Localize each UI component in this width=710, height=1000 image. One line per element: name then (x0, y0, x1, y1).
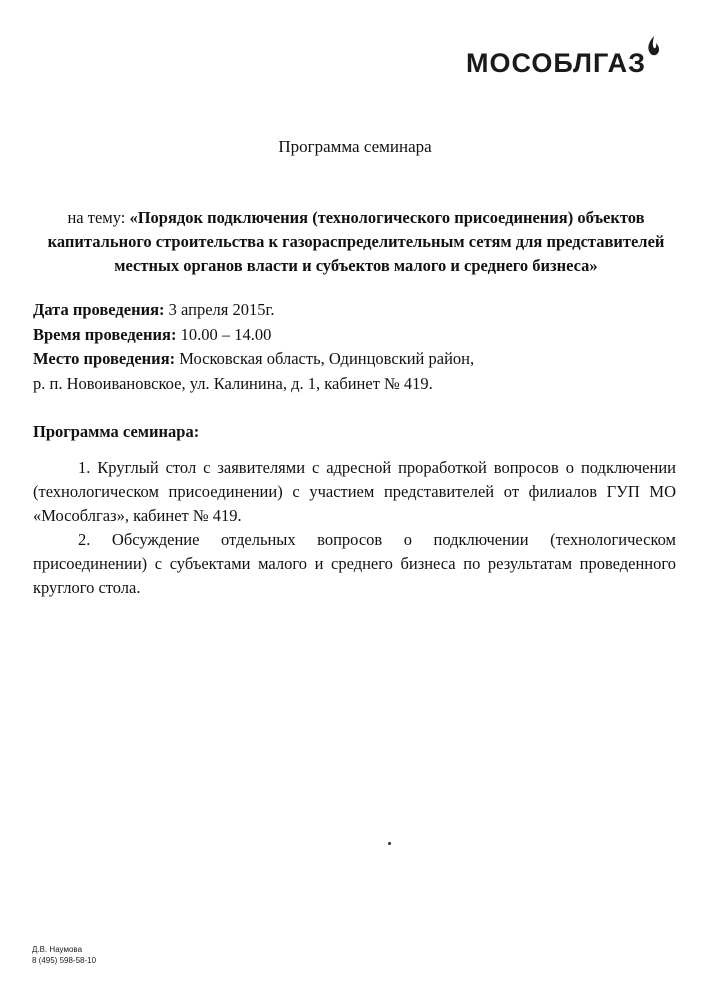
place-value: Московская область, Одинцовский район, (175, 349, 475, 368)
program-item-2: 2. Обсуждение отдельных вопросов о подключении (технологическом присоединении) с субъектами малого и среднего бизнеса по результатам проведенного круглого стола. (33, 530, 676, 597)
scan-speck (388, 842, 391, 845)
footer-name: Д.В. Наумова (32, 945, 83, 954)
seminar-info (33, 298, 683, 396)
program-item-1: 1. Круглый стол с заявителями с адресной проработкой вопросов о подключении (технологическом присоединении) с участием представителей от филиалов ГУП МО «Мособлгаз», кабинет № 419. (33, 458, 676, 525)
time-label: Время проведения: (33, 324, 177, 344)
date-label: Дата проведения: (33, 300, 165, 319)
document-title: Программа семинара (278, 137, 432, 156)
address-row: р. п. Новоивановское, ул. Калинина, д. 1, кабинет № 419. (33, 373, 433, 393)
place-label: Место проведения: (33, 349, 176, 368)
topic-prefix: на тему: (67, 208, 130, 227)
topic-text: «Порядок подключения (технологического присоединения) объектов капитального строительства к газораспределительным сетям для представителей местных органов власти и субъектов малого и среднего бизнеса» (47, 208, 665, 275)
footer-contact (32, 944, 96, 966)
program-list (33, 456, 676, 600)
date-row (33, 298, 683, 323)
logo-text: МОСОБЛГАЗ (466, 48, 647, 78)
program-heading: Программа семинара: (33, 422, 200, 441)
time-row (33, 323, 683, 348)
footer-phone: 8 (495) 598-58-10 (32, 956, 97, 965)
seminar-topic (32, 206, 680, 278)
flame-icon (639, 34, 669, 60)
date-value: 3 апреля 2015г. (164, 300, 275, 319)
company-logo (466, 40, 686, 80)
place-row (33, 347, 683, 372)
time-value: 10.00 – 14.00 (176, 324, 272, 344)
